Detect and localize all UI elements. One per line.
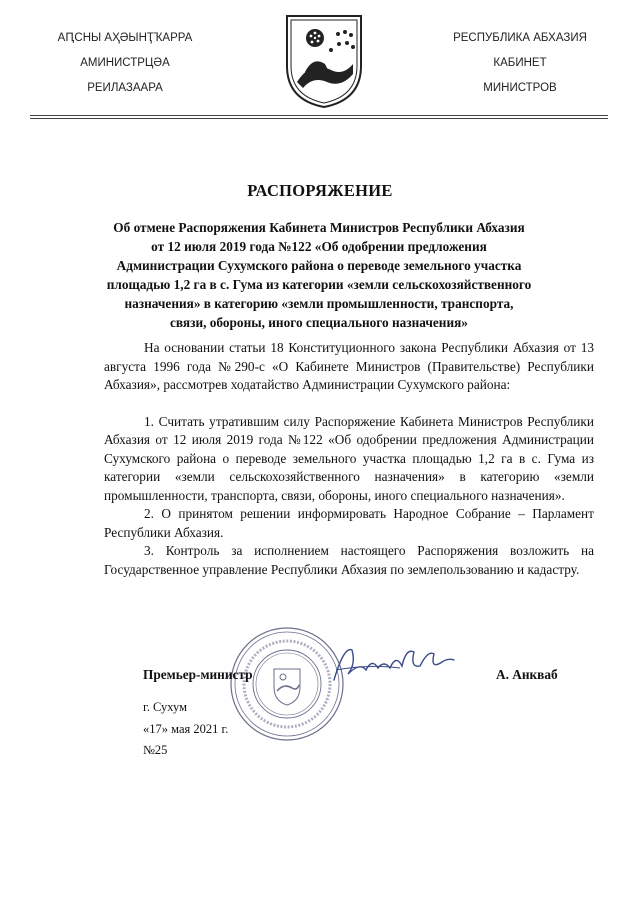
subject-line: от 12 июля 2019 года №122 «Об одобрении предложения [151,239,487,254]
header-abkhaz-line-3: РЕИЛАЗААРА [87,82,163,94]
document-body [104,339,594,579]
item-3-paragraph: 3. Контроль за исполнением настоящего Распоряжения возложить на Государственное управление Республики Абхазия по землепользованию и кадастру. [104,543,594,577]
document-number: №25 [143,743,168,757]
preamble-paragraph: На основании статьи 18 Конституционного закона Республики Абхазия от 13 августа 1996 года №290-с «О Кабинете Министров (Правительстве) Республики Абхазия», рассмотрев ходатайство Администрации Сухумского района: [104,340,594,392]
official-stamp-icon [228,625,346,743]
subject-line: Администрации Сухумского района о переводе земельного участка [116,258,522,273]
item-2-paragraph: 2. О принятом решении информировать Народное Собрание – Парламент Республики Абхазия. [104,506,594,540]
header-abkhaz-line-2: АМИНИСТРЦӘА [80,57,170,69]
signatory-name: А. Анкваб [496,667,558,682]
document-date: «17» мая 2021 г. [143,722,229,736]
document-title: РАСПОРЯЖЕНИЕ [247,181,393,200]
header-russian-line-3: МИНИСТРОВ [483,82,557,94]
signatory-position: Премьер-министр [143,667,253,682]
header-abkhaz-line-1: АԤСНЫ АҲӘЫНҬҠАРРА [57,32,193,44]
subject-line: связи, обороны, иного специального назначения» [170,315,468,330]
document-place: г. Сухум [143,700,188,714]
header-russian-line-2: КАБИНЕТ [493,57,547,69]
handwritten-signature [330,640,460,690]
header-russian-line-1: РЕСПУБЛИКА АБХАЗИЯ [453,32,587,44]
subject-line: назначения» в категорию «земли промышленности, транспорта, [124,296,514,311]
subject-line: Об отмене Распоряжения Кабинета Министров Республики Абхазия [113,220,525,235]
item-1-paragraph: 1. Считать утратившим силу Распоряжение Кабинета Министров Республики Абхазия от 12 июля 2019 года №122 «Об одобрении предложения Администрации Сухумского района о переводе земельного участка площадью 1,2 га в с. Гума из категории «земли сельскохозяйственного назначения» в категорию «земли промышленности, транспорта, связи, обороны, иного специального назначения». [104,413,594,503]
header-abkhaz [30,31,220,106]
document-subject [86,218,552,332]
header-divider-top [30,115,608,116]
header-divider-bottom [30,118,608,119]
header-russian [420,31,620,106]
subject-line: площадью 1,2 га в с. Гума из категории «земли сельскохозяйственного [106,277,532,292]
state-emblem-icon [283,12,365,110]
